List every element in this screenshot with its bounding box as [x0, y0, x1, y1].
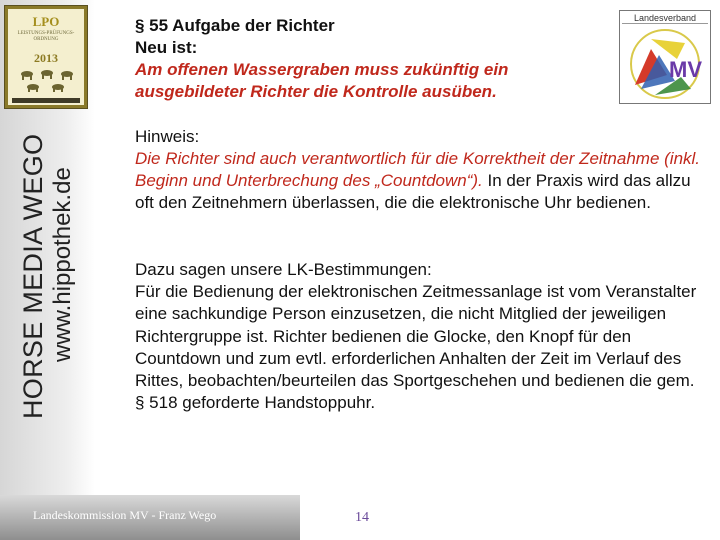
page-number: 14	[355, 510, 369, 525]
section-heading-block	[135, 15, 615, 103]
hint-emphasis: Die Richter sind auch verantwortlich für die Korrektheit der Zeitnahme (inkl. Beginn und Unterbrechung des „Countdown“).	[135, 149, 701, 190]
lk-body: Für die Bedienung der elektronischen Zeitmessanlage ist vom Veranstalter eine sachkundige Person einzusetzen, die nicht Mitglied der jeweiligen Richtergruppe ist. Richter bedienen die Glocke, den Knopf für den Countdown und zum evtl. erforderlichen Anhalten der Zeit im Verlauf des Rittes, beobachten/beurteilen das Sportgeschehen und bedienen die gem. § 518 geforderte Handstoppuhr.	[135, 282, 697, 413]
rider-silhouettes-icon	[18, 67, 76, 93]
lk-intro: Dazu sagen unsere LK-Bestimmungen:	[135, 260, 432, 279]
mv-emblem-icon	[621, 25, 709, 103]
hint-remark: In der Praxis wird das allzu oft den Zeitnehmern überlassen, die die elektronische Uhr bedienen.	[135, 171, 691, 212]
footer-text: Landeskommission MV - Franz Wego	[33, 508, 217, 522]
hint-label: Hinweis:	[135, 127, 200, 146]
lpo-logo-year: 2013	[34, 51, 58, 65]
logo-label: Landesverband	[622, 13, 708, 24]
brand-text: HORSE MEDIA WEGO	[18, 133, 48, 419]
sidebar-vertical-text	[0, 112, 90, 422]
lpo-logo-subtitle: LEISTUNGS-PRÜFUNGS-ORDNUNG	[17, 31, 75, 42]
new-rule-text: Am offenen Wassergraben muss zukünftig ein ausgebildeter Richter die Kontrolle ausüben.	[135, 60, 509, 101]
website-url: www.hippothek.de	[49, 167, 76, 362]
landesverband-logo	[619, 10, 711, 104]
new-label: Neu ist:	[135, 38, 198, 57]
lpo-logo-title: LPO	[32, 14, 60, 29]
hint-block	[135, 126, 705, 214]
lpo-2013-logo	[4, 5, 88, 109]
lpo-logo-footer-strip	[12, 98, 80, 103]
hint-paragraph	[135, 148, 705, 214]
section-heading: § 55 Aufgabe der Richter	[135, 16, 335, 35]
lk-regulations-block	[135, 259, 705, 414]
logo-mark: MV	[669, 57, 702, 82]
